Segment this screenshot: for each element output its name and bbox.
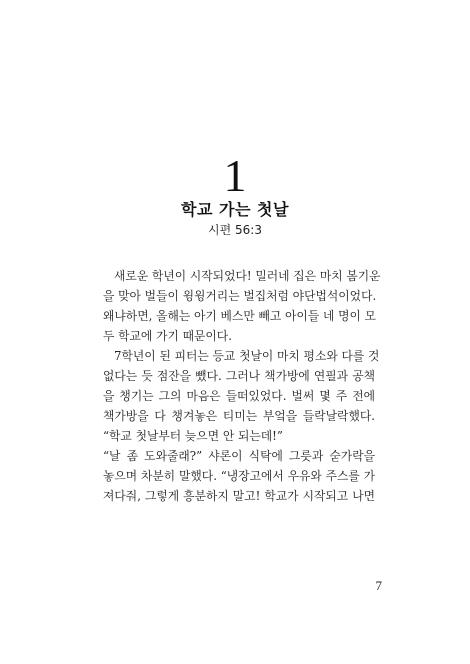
paragraph-line: 두 학교에 가기 때문이다. (103, 329, 232, 343)
paragraph-line: 7학년이 된 피터는 등교 첫날이 마치 평소와 다를 것 (114, 349, 380, 363)
paragraph-line: 새로운 학년이 시작되었다! 밀러네 집은 마치 봄기운 (114, 269, 381, 283)
paragraph-line: 왜냐하면, 올해는 아기 베스만 빼고 아이들 네 명이 모 (103, 309, 377, 323)
page-number: 7 (375, 578, 382, 593)
paragraph-line: 져다줘, 그렇게 흥분하지 말고! 학교가 시작되고 나면 (103, 489, 375, 503)
paragraph-line: “날 좀 도와줄래?” 샤론이 식탁에 그릇과 숟가락을 (103, 449, 375, 463)
paragraph-line: 을 챙기는 그의 마음은 들떠있었다. 벌써 몇 주 전에 (103, 389, 375, 403)
chapter-title: 학교 가는 첫날 (181, 200, 289, 219)
paragraph-line: 놓으며 차분히 말했다. “냉장고에서 우유와 주스를 가 (103, 469, 375, 483)
scripture-reference: 시편 56:3 (208, 223, 262, 237)
paragraph-line: “학교 첫날부터 늦으면 안 되는데!” (103, 429, 283, 443)
paragraph-line: 없다는 듯 점잔을 뺐다. 그러나 책가방에 연필과 공책 (103, 369, 375, 383)
paragraph-line: 책가방을 다 챙겨놓은 티미는 부엌을 들락날락했다. (103, 409, 375, 423)
paragraph-line: 을 맞아 벌들이 윙윙거리는 벌집처럼 야단법석이었다. (103, 289, 377, 303)
chapter-number: 1 (223, 150, 247, 201)
body-text (103, 266, 381, 506)
